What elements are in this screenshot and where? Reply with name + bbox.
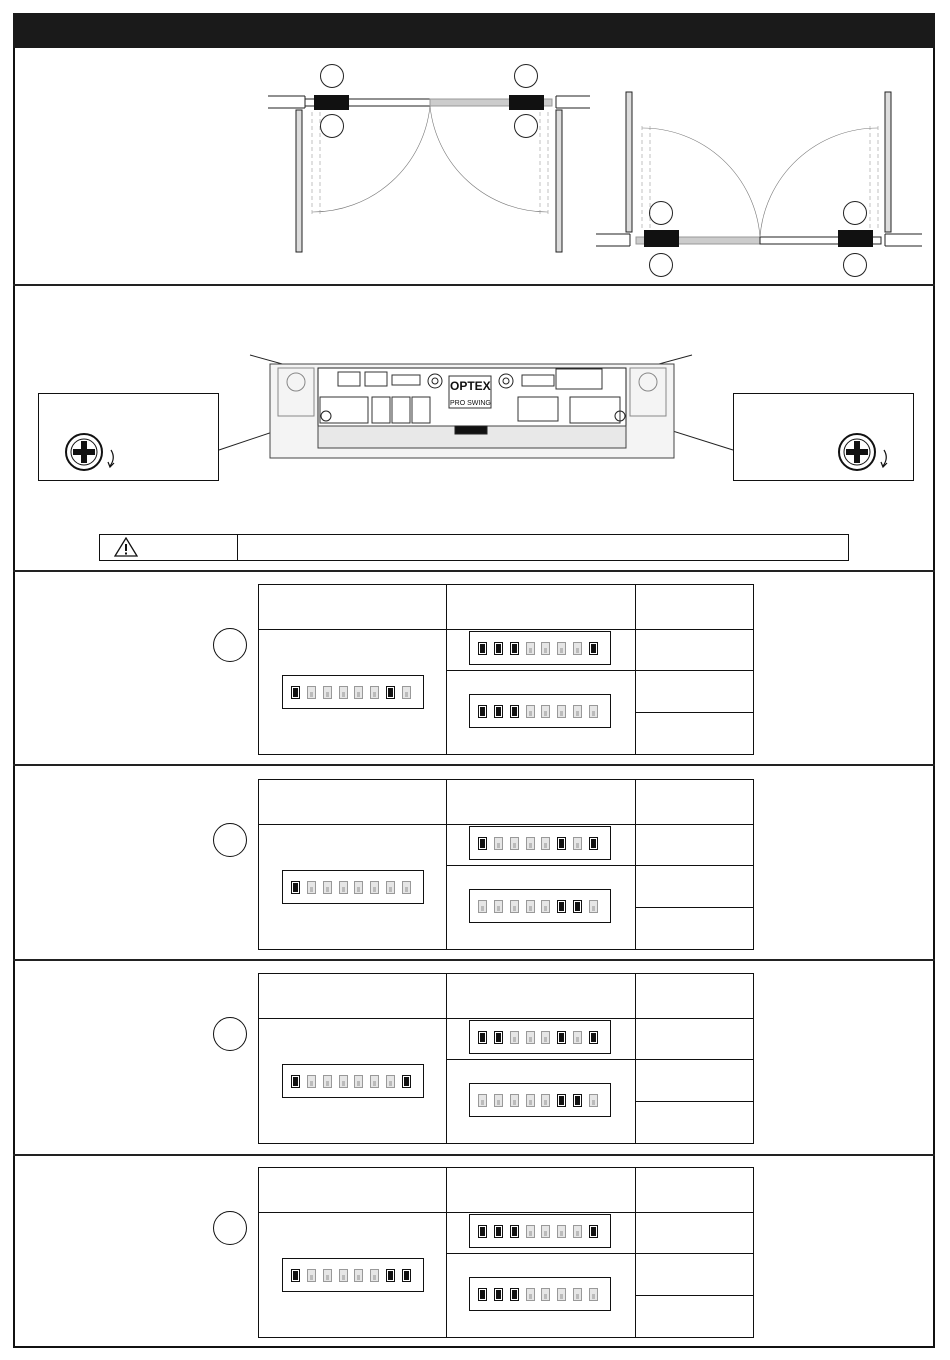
dip-switch (469, 889, 611, 923)
dip-position-off (573, 1225, 582, 1238)
dip-position-off (323, 881, 332, 894)
dip-position-off (526, 1225, 535, 1238)
dip-position-off (494, 1094, 503, 1107)
dip-position-on (386, 686, 395, 699)
dip-position-off (541, 900, 550, 913)
dip-switch (282, 1064, 424, 1098)
table-rule (259, 1212, 753, 1213)
dip-position-on (557, 1031, 566, 1044)
dip-position-off (307, 881, 316, 894)
dip-position-off (494, 900, 503, 913)
dip-position-off (354, 1075, 363, 1088)
dip-switch (469, 1277, 611, 1311)
outswing-door-figure (596, 92, 922, 277)
dip-position-on (573, 900, 582, 913)
dip-position-off (494, 837, 503, 850)
dip-position-off (573, 642, 582, 655)
dip-position-on (589, 1225, 598, 1238)
dip-position-off (510, 837, 519, 850)
dip-position-on (291, 1075, 300, 1088)
dip-position-on (478, 705, 487, 718)
dip-setting-table (258, 584, 754, 755)
dip-setting-table (258, 779, 754, 950)
dip-position-off (541, 705, 550, 718)
dip-position-off (307, 1269, 316, 1282)
table-rule (635, 1101, 753, 1102)
dip-position-on (510, 705, 519, 718)
dip-position-on (589, 837, 598, 850)
table-rule (635, 1295, 753, 1296)
step-number-circle (213, 1211, 247, 1245)
dip-position-on (291, 686, 300, 699)
dip-setting-table (258, 973, 754, 1144)
dip-position-on (494, 642, 503, 655)
dip-position-on (557, 1094, 566, 1107)
warning-icon (114, 537, 138, 557)
board-brand-label: OPTEX (450, 379, 491, 393)
dip-position-on (291, 1269, 300, 1282)
dip-position-off (589, 705, 598, 718)
dip-position-off (526, 837, 535, 850)
door-installation-diagram (0, 0, 950, 290)
dip-position-off (573, 1288, 582, 1301)
section-divider (13, 764, 935, 766)
dip-position-off (402, 686, 411, 699)
dip-position-off (323, 686, 332, 699)
table-rule (635, 712, 753, 713)
dip-position-on (478, 1288, 487, 1301)
dip-switch (469, 631, 611, 665)
dip-position-on (478, 1225, 487, 1238)
dip-position-on (402, 1269, 411, 1282)
dip-position-on (557, 900, 566, 913)
dip-position-off (557, 1288, 566, 1301)
dip-position-on (510, 1225, 519, 1238)
dip-position-off (339, 1269, 348, 1282)
dip-position-off (541, 1225, 550, 1238)
dip-position-off (323, 1269, 332, 1282)
table-rule (446, 1253, 753, 1254)
dip-position-off (386, 1075, 395, 1088)
screw-icon (832, 432, 902, 482)
dip-position-off (526, 705, 535, 718)
dip-position-off (386, 881, 395, 894)
dip-position-on (478, 642, 487, 655)
dip-position-off (541, 1288, 550, 1301)
dip-position-off (526, 1031, 535, 1044)
dip-position-off (402, 881, 411, 894)
inswing-door-figure (268, 65, 590, 253)
dip-position-off (478, 1094, 487, 1107)
section-divider (13, 1154, 935, 1156)
dip-switch (282, 1258, 424, 1292)
section-divider (13, 570, 935, 572)
step-number-circle (213, 628, 247, 662)
dip-position-off (339, 881, 348, 894)
dip-position-off (526, 642, 535, 655)
dip-position-on (589, 1031, 598, 1044)
dip-position-off (354, 686, 363, 699)
board-model-label: PRO SWING (450, 400, 491, 407)
dip-position-off (510, 900, 519, 913)
dip-position-on (386, 1269, 395, 1282)
dip-position-off (589, 1094, 598, 1107)
dip-position-on (510, 1288, 519, 1301)
step-number-circle (213, 1017, 247, 1051)
dip-position-off (323, 1075, 332, 1088)
dip-position-on (478, 1031, 487, 1044)
dip-position-off (339, 1075, 348, 1088)
table-rule (259, 1018, 753, 1019)
dip-position-off (589, 1288, 598, 1301)
dip-switch (469, 1020, 611, 1054)
dip-position-on (589, 642, 598, 655)
dip-position-off (541, 1094, 550, 1107)
table-rule (259, 629, 753, 630)
table-rule (446, 670, 753, 671)
dip-position-on (291, 881, 300, 894)
dip-position-on (494, 1288, 503, 1301)
dip-position-off (573, 1031, 582, 1044)
table-rule (259, 824, 753, 825)
right-screw-callout (733, 393, 914, 481)
dip-switch (282, 675, 424, 709)
dip-position-off (510, 1094, 519, 1107)
dip-position-on (573, 1094, 582, 1107)
dip-switch (469, 826, 611, 860)
dip-position-off (557, 1225, 566, 1238)
dip-position-off (526, 900, 535, 913)
dip-position-off (557, 642, 566, 655)
dip-position-off (370, 686, 379, 699)
dip-position-off (526, 1094, 535, 1107)
dip-position-off (307, 686, 316, 699)
dip-position-off (526, 1288, 535, 1301)
dip-position-off (573, 837, 582, 850)
dip-position-off (589, 900, 598, 913)
dip-position-off (541, 642, 550, 655)
dip-switch (282, 870, 424, 904)
dip-position-off (478, 900, 487, 913)
dip-position-on (402, 1075, 411, 1088)
table-rule (446, 865, 753, 866)
dip-position-off (510, 1031, 519, 1044)
dip-position-on (557, 837, 566, 850)
dip-position-on (478, 837, 487, 850)
dip-switch (469, 694, 611, 728)
dip-position-off (541, 837, 550, 850)
dip-position-on (510, 642, 519, 655)
dip-position-on (494, 1031, 503, 1044)
dip-position-off (307, 1075, 316, 1088)
dip-position-off (354, 881, 363, 894)
caution-label-cell (100, 535, 238, 560)
dip-position-off (354, 1269, 363, 1282)
screw-icon (59, 432, 119, 482)
dip-position-off (370, 1075, 379, 1088)
dip-position-on (494, 705, 503, 718)
dip-position-off (370, 881, 379, 894)
dip-position-on (494, 1225, 503, 1238)
dip-switch (469, 1214, 611, 1248)
left-screw-callout (38, 393, 219, 481)
dip-position-off (573, 705, 582, 718)
dip-position-off (541, 1031, 550, 1044)
section-divider (13, 959, 935, 961)
table-rule (446, 1059, 753, 1060)
dip-position-off (339, 686, 348, 699)
dip-position-off (370, 1269, 379, 1282)
dip-switch (469, 1083, 611, 1117)
caution-box (99, 534, 849, 561)
step-number-circle (213, 823, 247, 857)
table-rule (635, 907, 753, 908)
dip-setting-table (258, 1167, 754, 1338)
dip-position-off (557, 705, 566, 718)
